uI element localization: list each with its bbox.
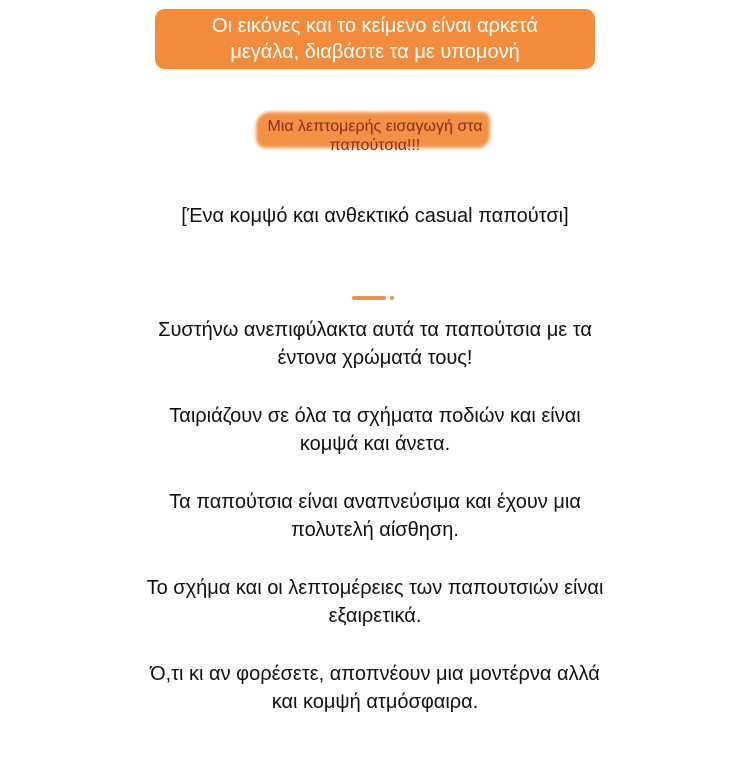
paragraph-line: Ό,τι κι αν φορέσετε, αποπνέουν μια μοντέρνα αλλά	[150, 663, 600, 685]
paragraph-line: Τα παπούτσια είναι αναπνεύσιμα και έχουν μια	[169, 491, 581, 513]
paragraph-line: έντονα χρώματά τους!	[277, 347, 473, 369]
description-paragraph	[60, 316, 690, 372]
paragraph-line: και κομψή ατμόσφαιρα.	[271, 691, 479, 713]
paragraph-line: Ταιριάζουν σε όλα τα σχήματα ποδιών και είναι	[169, 405, 581, 427]
decorative-divider	[352, 295, 394, 301]
paragraph-line: Συστήνω ανεπιφύλακτα αυτά τα παπούτσια με τα	[158, 319, 592, 341]
description-paragraph	[60, 402, 690, 458]
description-paragraph	[60, 488, 690, 544]
description-paragraph	[60, 660, 690, 716]
paragraph-line: πολυτελή αίσθηση.	[291, 519, 459, 541]
notice-banner	[155, 9, 595, 69]
notice-banner-line-1: Οι εικόνες και το κείμενο είναι αρκετά	[212, 15, 538, 37]
paragraph-line: κομψά και άνετα.	[299, 433, 451, 455]
divider-bar	[352, 296, 386, 300]
description-paragraph	[60, 574, 690, 630]
paragraph-line: εξαιρετικά.	[328, 605, 422, 627]
section-subtitle-line-1: Μια λεπτομερής εισαγωγή στα	[267, 118, 483, 135]
section-subtitle-line-2: παπούτσια!!!	[329, 137, 421, 154]
notice-banner-text	[212, 13, 538, 65]
paragraph-line: Το σχήμα και οι λεπτομέρειες των παπουτσιών είναι	[146, 577, 604, 599]
section-subtitle-text	[230, 117, 520, 155]
notice-banner-line-2: μεγάλα, διαβάστε τα με υπομονή	[230, 41, 520, 63]
description-paragraphs	[60, 316, 690, 746]
product-title: [Ένα κομψό και ανθεκτικό casual παπούτσι]	[181, 205, 569, 227]
divider-dot	[390, 296, 394, 300]
section-subtitle	[230, 108, 520, 158]
